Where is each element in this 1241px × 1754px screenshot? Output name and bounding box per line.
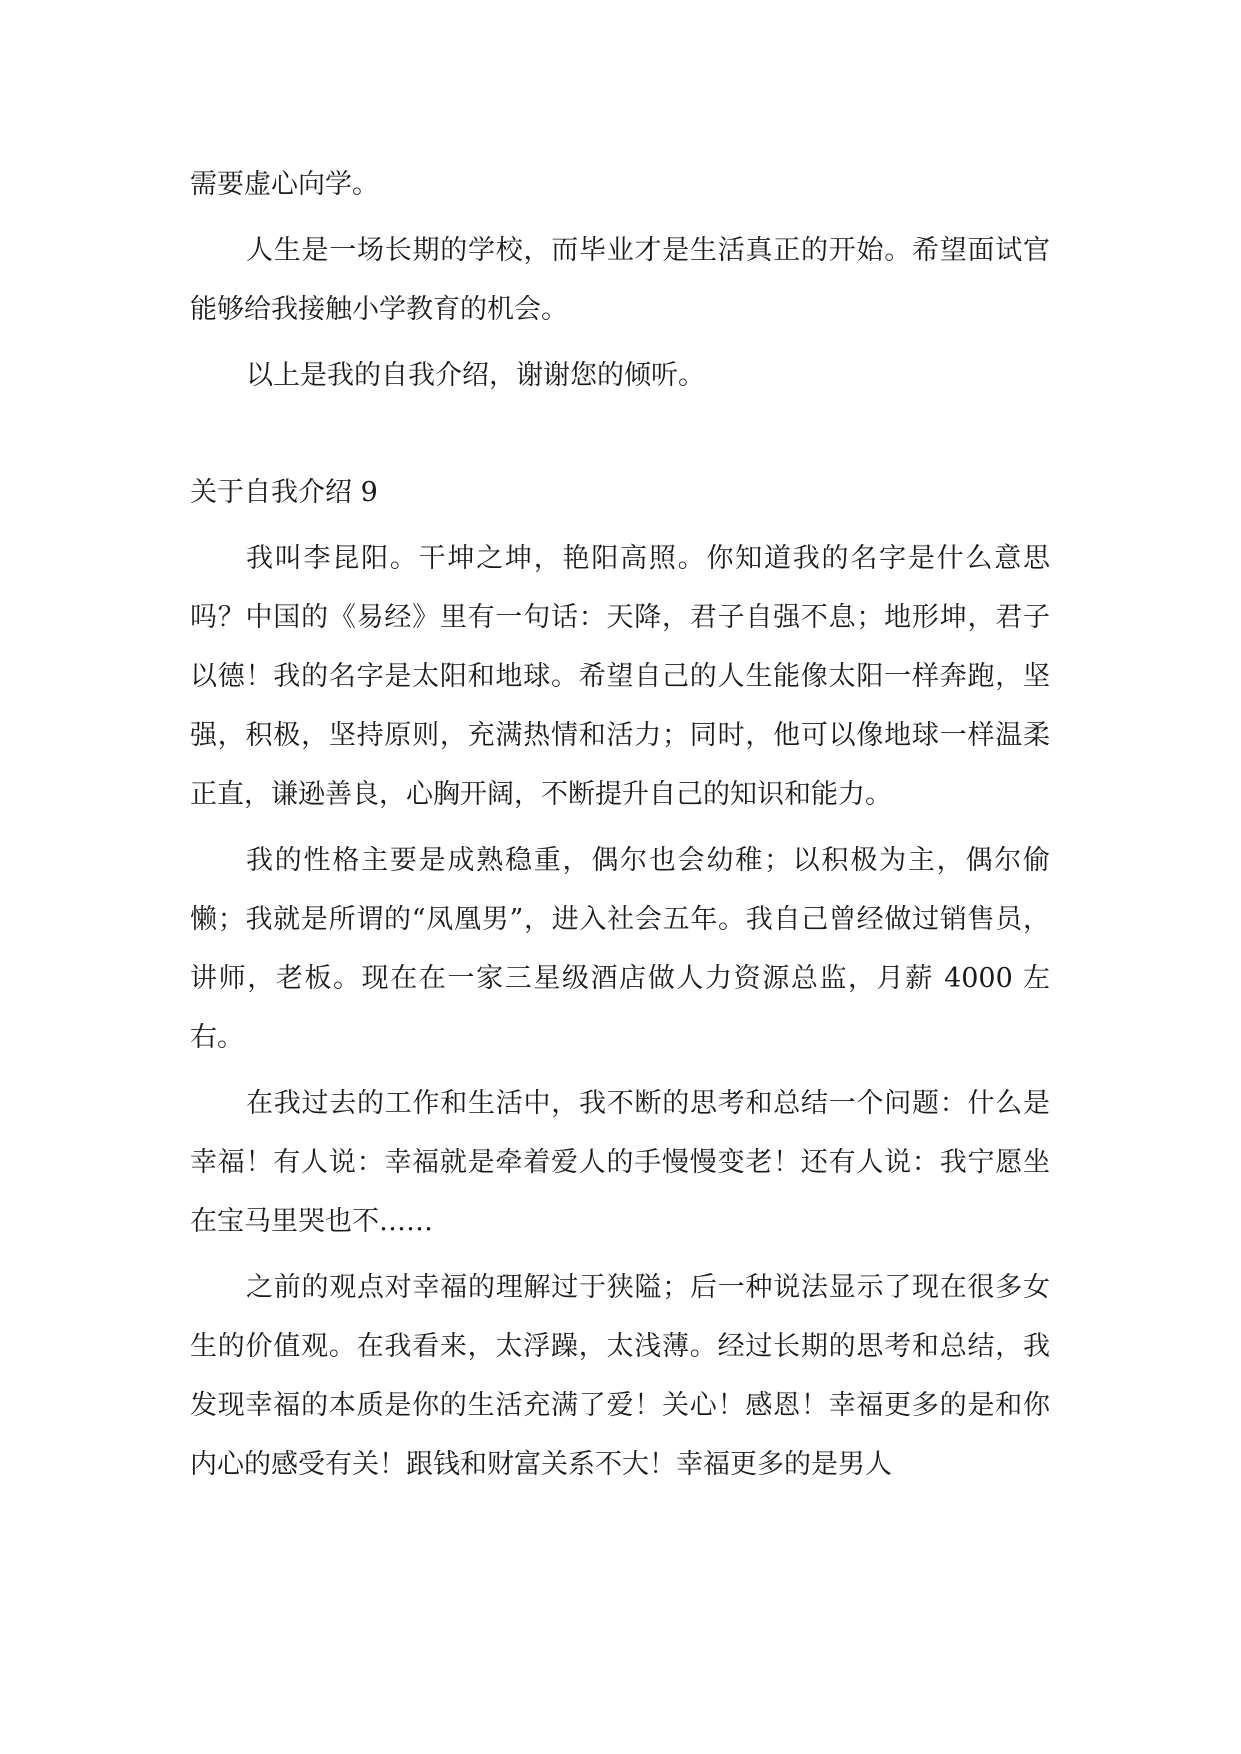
paragraph: 以上是我的自我介绍，谢谢您的倾听。 [246,360,705,391]
paragraph: 在我过去的工作和生活中，我不断的思考和总结一个问题：什么是幸福！有人说：幸福就是牵着爱人的手慢慢变老！还有人说：我宁愿坐在宝马里哭也不…… [190,1088,1050,1237]
document-body [190,155,1050,1501]
section-heading: 关于自我介绍 9 [190,477,378,508]
paragraph: 我叫李昆阳。干坤之坤，艳阳高照。你知道我的名字是什么意思吗？中国的《易经》里有一句话：天降，君子自强不息；地形坤，君子以德！我的名字是太阳和地球。希望自己的人生能像太阳一样奔跑，坚强，积极，坚持原则，充满热情和活力；同时，他可以像地球一样温柔正直，谦逊善良，心胸开阔，不断提升自己的知识和能力。 [190,543,1050,810]
paragraph-continuation: 需要虚心向学。 [190,169,379,200]
paragraph: 人生是一场长期的学校，而毕业才是生活真正的开始。希望面试官能够给我接触小学教育的机会。 [190,235,1050,325]
paragraph: 之前的观点对幸福的理解过于狭隘；后一种说法显示了现在很多女生的价值观。在我看来，太浮躁，太浅薄。经过长期的思考和总结，我发现幸福的本质是你的生活充满了爱！关心！感恩！幸福更多的是和你内心的感受有关！跟钱和财富关系不大！幸福更多的是男人 [190,1272,1050,1480]
paragraph: 我的性格主要是成熟稳重，偶尔也会幼稚；以积极为主，偶尔偷懒；我就是所谓的“凤凰男”，进入社会五年。我自己曾经做过销售员，讲师，老板。现在在一家三星级酒店做人力资源总监，月薪 4000 左右。 [190,845,1050,1053]
